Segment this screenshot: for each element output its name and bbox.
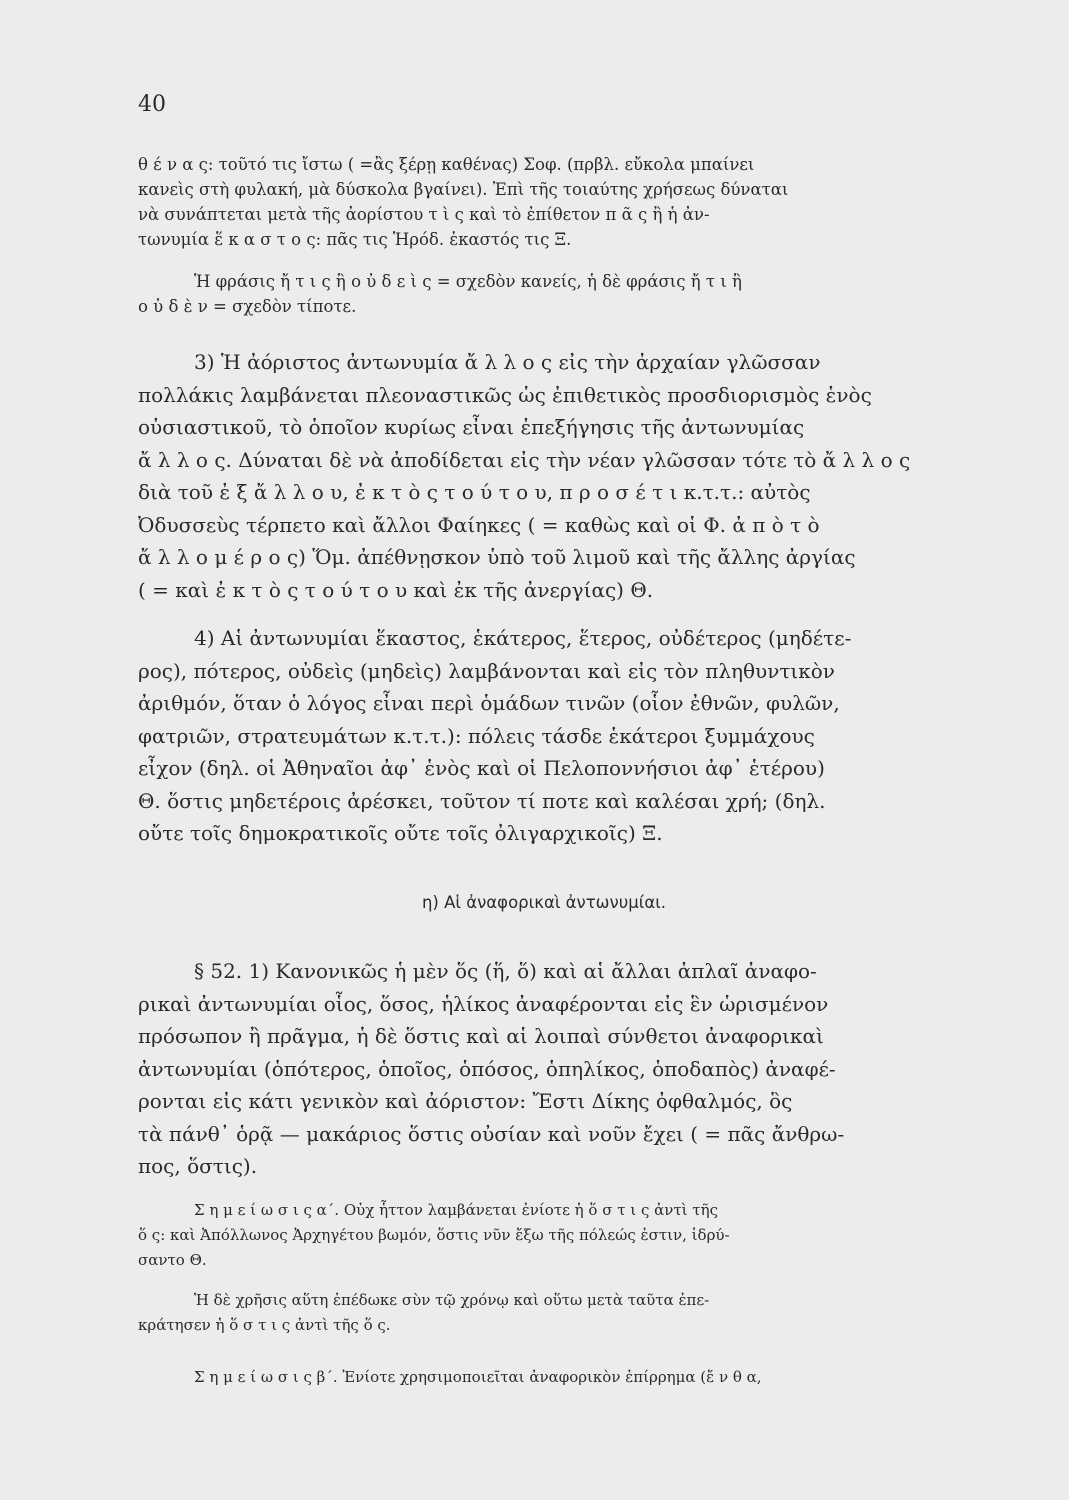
text-line: θ έ ν α ς: τοῦτό τις ἴστω ( =ἂς ξέρῃ καθένας) Σοφ. (πρβλ. εὔκολα μπαίνει [138,155,755,174]
text-line: οὐσιαστικοῦ, τὸ ὁποῖον κυρίως εἶναι ἐπεξήγησις τῆς ἀντωνυμίας [138,415,805,439]
text-line: οὔτε τοῖς δημοκρατικοῖς οὔτε τοῖς ὀλιγαρχικοῖς) Ξ. [138,821,663,845]
text-line: εἶχον (δηλ. οἱ Ἀθηναῖοι ἀφ᾽ ἑνὸς καὶ οἱ Πελοποννήσιοι ἀφ᾽ ἑτέρου) [138,756,825,780]
text-line: ο ὐ δ ὲ ν = σχεδὸν τίποτε. [138,297,357,316]
note-a [138,1198,950,1273]
note-b [138,1365,950,1390]
text-line: ἀριθμόν, ὅταν ὁ λόγος εἶναι περὶ ὁμάδων τινῶν (οἷον ἐθνῶν, φυλῶν, [138,691,840,715]
section-heading: η) Αἱ ἀναφορικαὶ ἀντωνυμίαι. [421,893,667,912]
text-line: διὰ τοῦ ἐ ξ ἄ λ λ ο υ, ἐ κ τ ὸ ς τ ο ύ τ ο υ, π ρ ο σ έ τ ι κ.τ.τ.: αὐτὸς [138,480,811,504]
paragraph-52 [138,955,950,1183]
phrase-paragraph [138,269,950,319]
text-line: ἄ λ λ ο μ έ ρ ο ς) Ὅμ. ἀπέθνῃσκον ὑπὸ τοῦ λιμοῦ καὶ τῆς ἄλλης ἀργίας [138,545,856,569]
text-line: πρόσωπον ἢ πρᾶγμα, ἡ δὲ ὅστις καὶ αἱ λοιπαὶ σύνθετοι ἀναφορικαὶ [138,1024,824,1048]
text-line: κανεὶς στὴ φυλακή, μὰ δύσκολα βγαίνει). Ἐπὶ τῆς τοιαύτης χρήσεως δύναται [138,180,789,199]
text-line: πολλάκις λαμβάνεται πλεοναστικῶς ὡς ἐπιθετικὸς προσδιορισμὸς ἑνὸς [138,382,872,407]
text-line: τωνυμία ἕ κ α σ τ ο ς: πᾶς τις Ἡρόδ. ἑκαστός τις Ξ. [138,230,572,249]
text-line: ἀντωνυμίαι (ὁπότερος, ὁποῖος, ὁπόσος, ὁπηλίκος, ὁποδαπὸς) ἀναφέ- [138,1056,836,1081]
text-line: κράτησεν ἡ ὅ σ τ ι ς ἀντὶ τῆς ὅ ς. [138,1316,391,1334]
top-paragraph [138,152,950,252]
text-line: 4) Αἱ ἀντωνυμίαι ἕκαστος, ἑκάτερος, ἕτερος, οὐδέτερος (μηδέτε- [194,626,852,650]
note-a-continuation [138,1288,950,1338]
text-line: ( = καὶ ἐ κ τ ὸ ς τ ο ύ τ ο υ καὶ ἐκ τῆς ἀνεργίας) Θ. [138,577,654,602]
text-line: τὰ πάνθ᾽ ὁρᾷ — μακάριος ὅστις οὐσίαν καὶ νοῦν ἔχει ( = πᾶς ἄνθρω- [138,1121,845,1146]
text-line: σαντο Θ. [138,1251,207,1269]
text-line: ἄ λ λ ο ς. Δύναται δὲ νὰ ἀποδίδεται εἰς τὴν νέαν γλῶσσαν τότε τὸ ἄ λ λ ο ς [138,447,911,472]
text-line: ρικαὶ ἀντωνυμίαι οἷος, ὅσος, ἡλίκος ἀναφέρονται εἰς ἓν ὡρισμένον [138,991,829,1016]
paragraph-4 [138,622,950,850]
text-line: Σ η μ ε ί ω σ ι ς β΄. Ἐνίοτε χρησιμοποιεῖται ἀναφορικὸν ἐπίρρημα (ἔ ν θ α, [194,1368,762,1386]
text-line: Ὀδυσσεὺς τέρπετο καὶ ἄλλοι Φαίηκες ( = καθὼς καὶ οἱ Φ. ἀ π ὸ τ ὸ [138,512,820,537]
text-line: πος, ὅστις). [138,1154,258,1178]
page-number: 40 [138,92,166,117]
text-line: Ἡ φράσις ἤ τ ι ς ἢ ο ὐ δ ε ὶ ς = σχεδὸν κανείς, ἡ δὲ φράσις ἤ τ ι ἢ [194,272,742,291]
text-line: Θ. ὅστις μηδετέροις ἀρέσκει, τοῦτον τί ποτε καὶ καλέσαι χρή; (δηλ. [138,788,826,813]
text-line: φατριῶν, στρατευμάτων κ.τ.τ.): πόλεις τάσδε ἑκάτεροι ξυμμάχους [138,723,815,748]
text-line: ρονται εἰς κάτι γενικὸν καὶ ἀόριστον: Ἔστι Δίκης ὀφθαλμός, ὃς [138,1089,793,1113]
text-line: 3) Ἡ ἀόριστος ἀντωνυμία ἄ λ λ ο ς εἰς τὴν ἀρχαίαν γλῶσσαν [194,350,821,374]
text-line: Ἡ δὲ χρῆσις αὕτη ἐπέδωκε σὺν τῷ χρόνῳ καὶ οὕτω μετὰ ταῦτα ἐπε- [194,1291,710,1309]
text-line: Σ η μ ε ί ω σ ι ς α΄. Οὐχ ἧττον λαμβάνεται ἐνίοτε ἡ ὅ σ τ ι ς ἀντὶ τῆς [194,1201,718,1219]
paragraph-3 [138,346,950,606]
text-line: § 52. 1) Κανονικῶς ἡ μὲν ὅς (ἥ, ὅ) καὶ αἱ ἄλλαι ἁπλαῖ ἀναφο- [194,959,817,983]
text-line: ὅ ς: καὶ Ἀπόλλωνος Ἀρχηγέτου βωμόν, ὅστις νῦν ἔξω τῆς πόλεώς ἐστιν, ἱδρύ- [138,1226,730,1244]
text-line: ρος), πότερος, οὐδεὶς (μηδεὶς) λαμβάνονται καὶ εἰς τὸν πληθυντικὸν [138,658,835,683]
text-line: νὰ συνάπτεται μετὰ τῆς ἀορίστου τ ὶ ς καὶ τὸ ἐπίθετον π ᾶ ς ἢ ἡ ἀν- [138,205,710,224]
